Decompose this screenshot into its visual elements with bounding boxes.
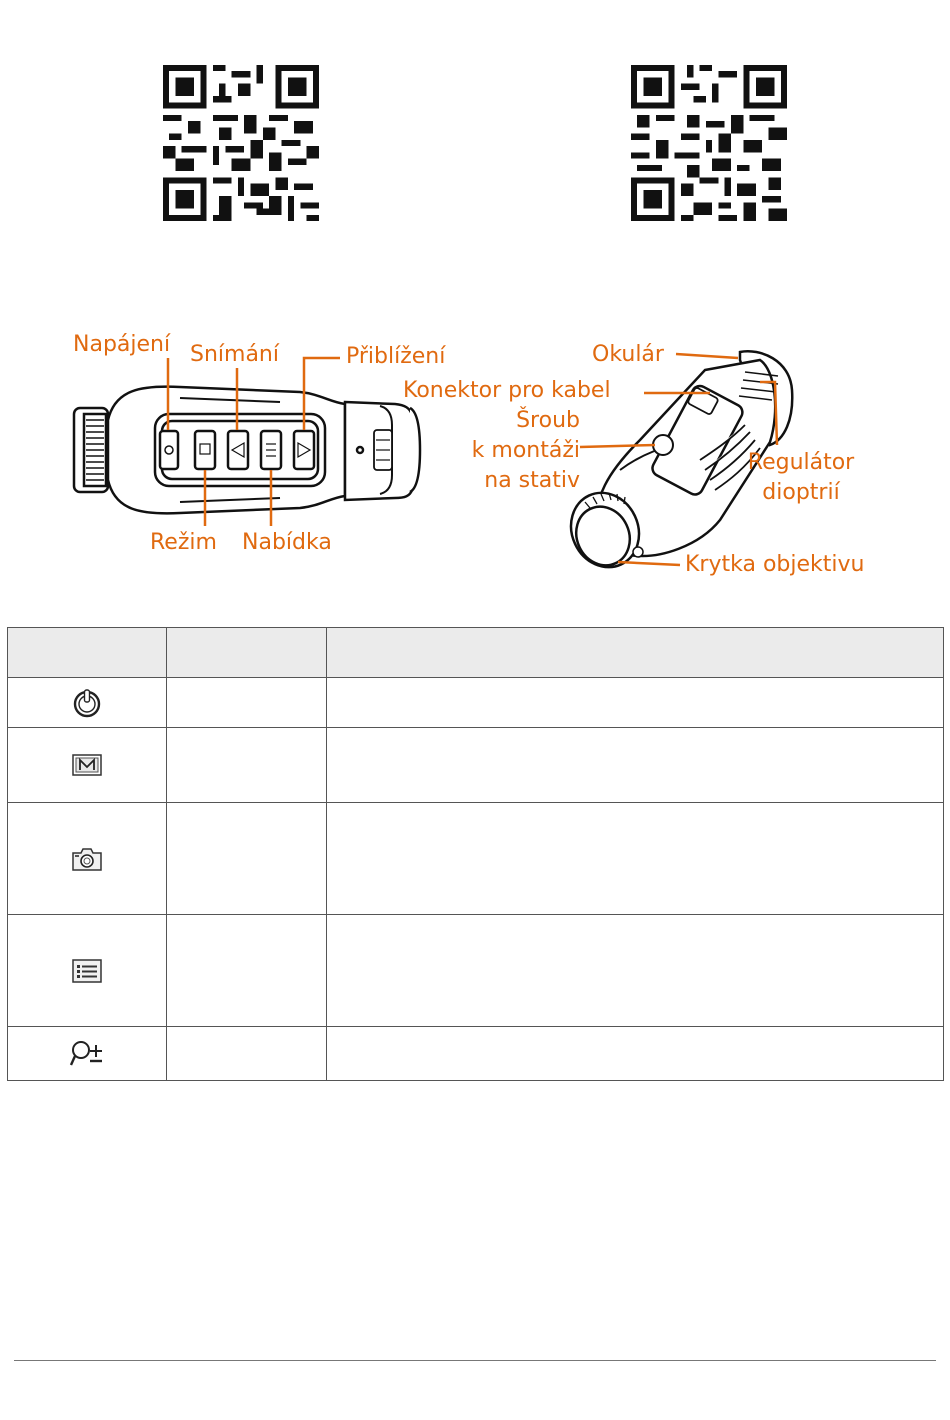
menu-list-icon xyxy=(72,959,102,983)
label-zoom: Přiblížení xyxy=(346,344,446,369)
table-row xyxy=(8,678,944,728)
label-mode: Režim xyxy=(150,530,217,555)
table-row xyxy=(8,915,944,1027)
label-power: Napájení xyxy=(73,332,171,357)
front-view-device xyxy=(74,387,420,514)
cell-key xyxy=(167,915,327,1027)
device-diagram xyxy=(0,330,950,590)
table-row xyxy=(8,803,944,915)
cell-function xyxy=(327,803,944,915)
cell-function xyxy=(327,728,944,803)
cell-function xyxy=(327,1027,944,1081)
cell-function xyxy=(327,915,944,1027)
label-menu: Nabídka xyxy=(242,530,332,555)
qr-code-right xyxy=(631,65,787,221)
cell-key xyxy=(167,678,327,728)
footer-divider xyxy=(14,1360,936,1361)
label-tripod-screw-2: k montáži xyxy=(471,438,580,463)
label-diopter-2: dioptrií xyxy=(762,480,840,505)
camera-icon xyxy=(71,846,103,872)
qr-code-left xyxy=(163,65,319,221)
table-row xyxy=(8,1027,944,1081)
table-header-row xyxy=(8,628,944,678)
header-key xyxy=(167,628,327,678)
header-icon xyxy=(8,628,167,678)
cell-icon xyxy=(8,678,167,728)
label-lens-cover: Krytka objektivu xyxy=(685,552,865,577)
cell-key xyxy=(167,1027,327,1081)
label-cable-connector: Konektor pro kabel xyxy=(403,378,611,403)
cell-icon xyxy=(8,915,167,1027)
mode-m-icon xyxy=(72,754,102,776)
cell-key xyxy=(167,803,327,915)
power-icon xyxy=(71,687,103,719)
label-capture: Snímání xyxy=(190,342,279,367)
table-row xyxy=(8,728,944,803)
cell-icon xyxy=(8,728,167,803)
label-tripod-screw-3: na stativ xyxy=(484,468,580,493)
cell-icon xyxy=(8,803,167,915)
label-tripod-screw-1: Šroub xyxy=(516,408,580,433)
zoom-plus-minus-icon xyxy=(69,1039,105,1069)
cell-icon xyxy=(8,1027,167,1081)
cell-key xyxy=(167,728,327,803)
header-function xyxy=(327,628,944,678)
cell-function xyxy=(327,678,944,728)
label-diopter-1: Regulátor xyxy=(747,450,855,475)
key-function-table xyxy=(7,627,944,1081)
label-eyepiece: Okulár xyxy=(592,342,664,367)
